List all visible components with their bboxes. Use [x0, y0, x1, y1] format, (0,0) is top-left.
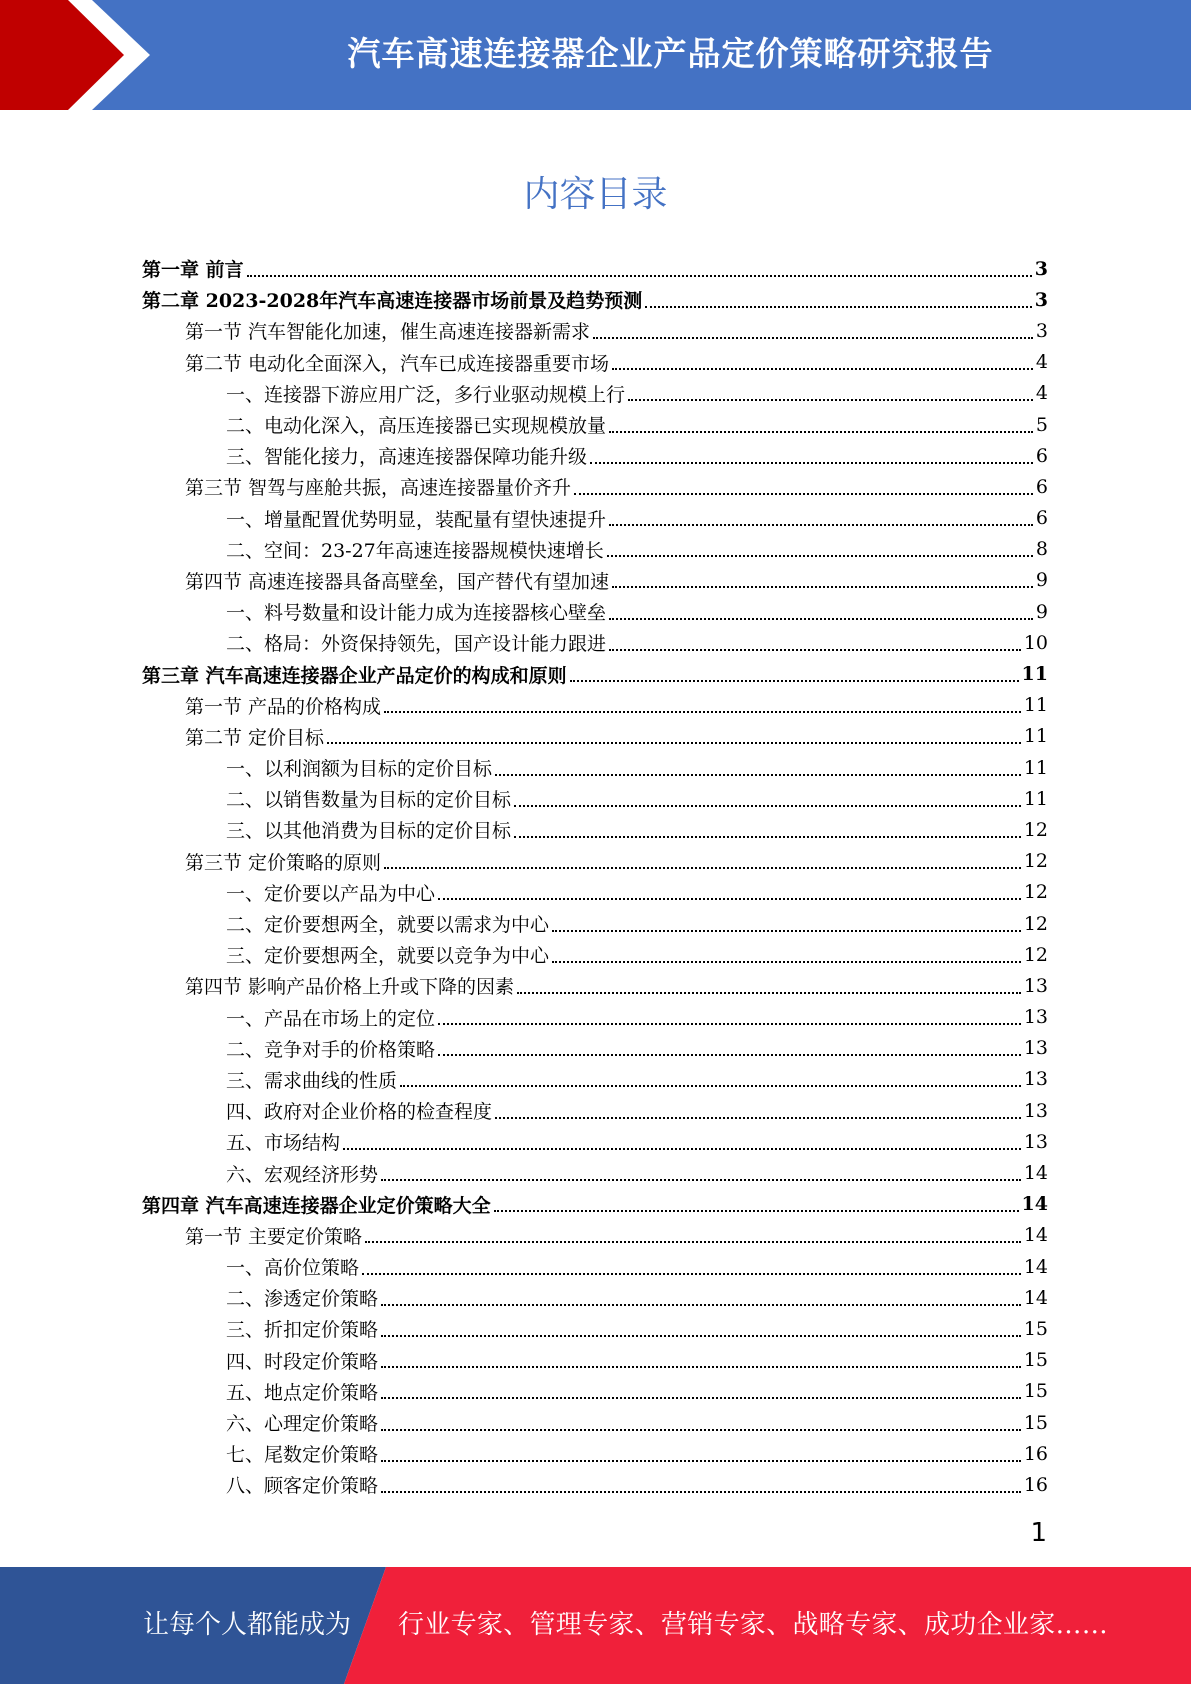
toc-entry-label: 三、需求曲线的性质	[226, 1069, 398, 1092]
toc-entry-page: 11	[1023, 725, 1048, 748]
toc-subsection-entry[interactable]	[142, 814, 1048, 845]
toc-entry-label: 第一章 前言	[142, 259, 244, 282]
toc-subsection-entry[interactable]	[142, 1376, 1048, 1407]
toc-entry-page: 15	[1023, 1349, 1048, 1372]
toc-subsection-entry[interactable]	[142, 783, 1048, 814]
toc-entry-page: 14	[1023, 1255, 1048, 1278]
toc-entry-page: 16	[1023, 1442, 1048, 1465]
toc-dot-leader	[381, 1335, 1021, 1337]
toc-entry-page: 13	[1023, 1130, 1048, 1153]
toc-entry-page: 6	[1035, 475, 1048, 498]
toc-heading: 内容目录	[523, 174, 668, 215]
toc-entry-label: 三、以其他消费为目标的定价目标	[226, 820, 512, 843]
toc-entry-page: 14	[1023, 1286, 1048, 1309]
toc-entry-page: 6	[1035, 507, 1048, 530]
toc-entry-label: 二、电动化深入，高压连接器已实现规模放量	[226, 415, 607, 438]
toc-subsection-entry[interactable]	[142, 1095, 1048, 1126]
toc-dot-leader	[365, 1241, 1021, 1243]
toc-dot-leader	[381, 1366, 1021, 1368]
toc-entry-page: 14	[1023, 1224, 1048, 1247]
toc-subsection-entry[interactable]	[142, 409, 1048, 440]
toc-dot-leader	[612, 368, 1033, 370]
toc-entry-page: 13	[1023, 974, 1048, 997]
toc-dot-leader	[552, 961, 1021, 963]
toc-entry-page: 3	[1034, 257, 1048, 280]
toc-entry-page: 9	[1035, 569, 1048, 592]
toc-entry-page: 13	[1023, 1037, 1048, 1060]
toc-subsection-entry[interactable]	[142, 1064, 1048, 1095]
toc-entry-page: 13	[1023, 1006, 1048, 1029]
toc-dot-leader	[514, 805, 1021, 807]
toc-entry-label: 第四节 高速连接器具备高壁垒，国产替代有望加速	[185, 570, 610, 593]
toc-entry-label: 一、连接器下游应用广泛，多行业驱动规模上行	[226, 383, 626, 406]
toc-section-entry[interactable]	[142, 970, 1048, 1001]
toc-subsection-entry[interactable]	[142, 1438, 1048, 1469]
toc-entry-page: 12	[1023, 881, 1048, 904]
toc-entry-page: 9	[1035, 600, 1048, 623]
toc-dot-leader	[247, 275, 1032, 277]
toc-dot-leader	[514, 836, 1021, 838]
toc-subsection-entry[interactable]	[142, 596, 1048, 627]
toc-dot-leader	[628, 399, 1033, 401]
toc-dot-leader	[384, 711, 1021, 713]
toc-section-entry[interactable]	[142, 721, 1048, 752]
toc-entry-label: 六、宏观经济形势	[226, 1163, 379, 1186]
toc-section-entry[interactable]	[142, 347, 1048, 378]
toc-section-entry[interactable]	[142, 690, 1048, 721]
footer-slogan-right: 行业专家、管理专家、营销专家、战略专家、成功企业家……	[398, 1610, 1109, 1640]
toc-entry-page: 4	[1035, 351, 1048, 374]
toc-entry-label: 第三节 定价策略的原则	[185, 851, 382, 874]
report-title: 汽车高速连接器企业产品定价策略研究报告	[347, 34, 994, 73]
toc-entry-page: 11	[1023, 756, 1048, 779]
toc-entry-page: 6	[1035, 444, 1048, 467]
toc-subsection-entry[interactable]	[142, 877, 1048, 908]
toc-dot-leader	[607, 555, 1033, 557]
toc-entry-label: 第二节 电动化全面深入，汽车已成连接器重要市场	[185, 352, 610, 375]
toc-entry-label: 四、时段定价策略	[226, 1350, 379, 1373]
toc-dot-leader	[438, 898, 1021, 900]
toc-dot-leader	[593, 337, 1033, 339]
page-footer	[0, 1567, 1191, 1684]
toc-entry-label: 第四章 汽车高速连接器企业定价策略大全	[142, 1194, 491, 1217]
toc-subsection-entry[interactable]	[142, 1157, 1048, 1188]
toc-entry-page: 5	[1035, 413, 1048, 436]
toc-dot-leader	[495, 774, 1021, 776]
toc-dot-leader	[381, 1460, 1021, 1462]
toc-entry-label: 二、渗透定价策略	[226, 1288, 379, 1311]
toc-entry-label: 第三节 智驾与座舱共振，高速连接器量价齐升	[185, 477, 572, 500]
toc-entry-page: 11	[1023, 694, 1048, 717]
toc-entry-page: 4	[1035, 382, 1048, 405]
toc-section-entry[interactable]	[142, 471, 1048, 502]
toc-entry-label: 一、产品在市场上的定位	[226, 1007, 436, 1030]
toc-subsection-entry[interactable]	[142, 1313, 1048, 1344]
toc-dot-leader	[438, 1054, 1021, 1056]
toc-dot-leader	[590, 462, 1033, 464]
toc-dot-leader	[438, 1023, 1021, 1025]
toc-dot-leader	[609, 524, 1033, 526]
toc-entry-label: 三、定价要想两全，就要以竞争为中心	[226, 945, 550, 968]
toc-subsection-entry[interactable]	[142, 1407, 1048, 1438]
toc-subsection-entry[interactable]	[142, 503, 1048, 534]
toc-entry-label: 一、定价要以产品为中心	[226, 882, 436, 905]
toc-dot-leader	[327, 742, 1021, 744]
toc-entry-page: 12	[1023, 850, 1048, 873]
toc-chapter-entry[interactable]	[142, 284, 1048, 315]
toc-entry-label: 六、心理定价策略	[226, 1413, 379, 1436]
toc-entry-label: 第二节 定价目标	[185, 726, 325, 749]
toc-entry-label: 第二章 2023-2028年汽车高速连接器市场前景及趋势预测	[142, 290, 643, 313]
toc-subsection-entry[interactable]	[142, 752, 1048, 783]
toc-entry-page: 15	[1023, 1317, 1048, 1340]
toc-subsection-entry[interactable]	[142, 1345, 1048, 1376]
toc-entry-label: 第一节 汽车智能化加速，催生高速连接器新需求	[185, 321, 591, 344]
toc-entry-page: 11	[1021, 663, 1048, 686]
table-of-contents	[142, 253, 1048, 1501]
toc-subsection-entry[interactable]	[142, 1282, 1048, 1313]
toc-subsection-entry[interactable]	[142, 939, 1048, 970]
toc-dot-leader	[381, 1397, 1021, 1399]
toc-entry-label: 八、顾客定价策略	[226, 1475, 379, 1498]
toc-dot-leader	[495, 1117, 1021, 1119]
toc-entry-label: 三、智能化接力，高速连接器保障功能升级	[226, 446, 588, 469]
toc-dot-leader	[381, 1179, 1021, 1181]
toc-dot-leader	[400, 1085, 1021, 1087]
toc-entry-label: 七、尾数定价策略	[226, 1444, 379, 1467]
toc-entry-page: 3	[1034, 288, 1048, 311]
toc-dot-leader	[552, 930, 1021, 932]
toc-dot-leader	[381, 1429, 1021, 1431]
toc-dot-leader	[384, 867, 1021, 869]
toc-entry-label: 二、定价要想两全，就要以需求为中心	[226, 914, 550, 937]
toc-subsection-entry[interactable]	[142, 378, 1048, 409]
toc-entry-page: 12	[1023, 818, 1048, 841]
toc-entry-page: 14	[1023, 1162, 1048, 1185]
toc-subsection-entry[interactable]	[142, 1002, 1048, 1033]
toc-subsection-entry[interactable]	[142, 908, 1048, 939]
page-header	[0, 0, 1191, 110]
toc-dot-leader	[609, 618, 1033, 620]
toc-entry-page: 13	[1023, 1068, 1048, 1091]
toc-chapter-entry[interactable]	[142, 1189, 1048, 1220]
toc-entry-label: 第三章 汽车高速连接器企业产品定价的构成和原则	[142, 664, 567, 687]
toc-dot-leader	[494, 1210, 1019, 1212]
toc-subsection-entry[interactable]	[142, 1251, 1048, 1282]
toc-dot-leader	[645, 306, 1032, 308]
toc-chapter-entry[interactable]	[142, 253, 1048, 284]
toc-chapter-entry[interactable]	[142, 658, 1048, 689]
toc-section-entry[interactable]	[142, 565, 1048, 596]
toc-entry-label: 二、竞争对手的价格策略	[226, 1038, 436, 1061]
toc-entry-label: 三、折扣定价策略	[226, 1319, 379, 1342]
toc-entry-label: 四、政府对企业价格的检查程度	[226, 1101, 493, 1124]
toc-dot-leader	[343, 1148, 1021, 1150]
toc-entry-label: 五、市场结构	[226, 1132, 341, 1155]
toc-entry-page: 11	[1023, 787, 1048, 810]
toc-entry-label: 五、地点定价策略	[226, 1381, 379, 1404]
toc-entry-label: 一、以利润额为目标的定价目标	[226, 758, 493, 781]
toc-dot-leader	[362, 1273, 1021, 1275]
toc-subsection-entry[interactable]	[142, 1469, 1048, 1500]
toc-dot-leader	[574, 493, 1033, 495]
toc-entry-label: 一、增量配置优势明显，装配量有望快速提升	[226, 508, 607, 531]
toc-entry-label: 一、高价位策略	[226, 1257, 360, 1280]
toc-entry-page: 15	[1023, 1411, 1048, 1434]
toc-entry-page: 13	[1023, 1099, 1048, 1122]
toc-dot-leader	[609, 649, 1021, 651]
toc-entry-label: 第四节 影响产品价格上升或下降的因素	[185, 976, 515, 999]
toc-entry-label: 二、以销售数量为目标的定价目标	[226, 789, 512, 812]
toc-dot-leader	[381, 1304, 1021, 1306]
toc-dot-leader	[612, 586, 1033, 588]
toc-dot-leader	[381, 1491, 1021, 1493]
toc-section-entry[interactable]	[142, 1220, 1048, 1251]
toc-subsection-entry[interactable]	[142, 627, 1048, 658]
toc-entry-page: 8	[1035, 538, 1048, 561]
toc-entry-label: 二、空间：23-27年高速连接器规模快速增长	[226, 539, 604, 562]
toc-entry-page: 3	[1035, 319, 1048, 342]
toc-entry-label: 一、料号数量和设计能力成为连接器核心壁垒	[226, 602, 607, 625]
toc-subsection-entry[interactable]	[142, 534, 1048, 565]
toc-entry-page: 10	[1023, 631, 1048, 654]
toc-dot-leader	[517, 992, 1021, 994]
toc-entry-page: 12	[1023, 912, 1048, 935]
footer-slogan-left: 让每个人都能成为	[143, 1610, 352, 1640]
toc-subsection-entry[interactable]	[142, 440, 1048, 471]
toc-entry-page: 14	[1021, 1193, 1048, 1216]
toc-entry-page: 15	[1023, 1380, 1048, 1403]
toc-entry-label: 二、格局：外资保持领先，国产设计能力跟进	[226, 633, 607, 656]
toc-entry-page: 12	[1023, 943, 1048, 966]
toc-entry-label: 第一节 产品的价格构成	[185, 695, 382, 718]
toc-subsection-entry[interactable]	[142, 1033, 1048, 1064]
toc-section-entry[interactable]	[142, 315, 1048, 346]
toc-dot-leader	[570, 680, 1019, 682]
toc-subsection-entry[interactable]	[142, 1126, 1048, 1157]
toc-section-entry[interactable]	[142, 846, 1048, 877]
page-number: 1	[1030, 1518, 1047, 1548]
toc-entry-label: 第一节 主要定价策略	[185, 1225, 363, 1248]
toc-dot-leader	[609, 431, 1033, 433]
toc-entry-page: 16	[1023, 1473, 1048, 1496]
